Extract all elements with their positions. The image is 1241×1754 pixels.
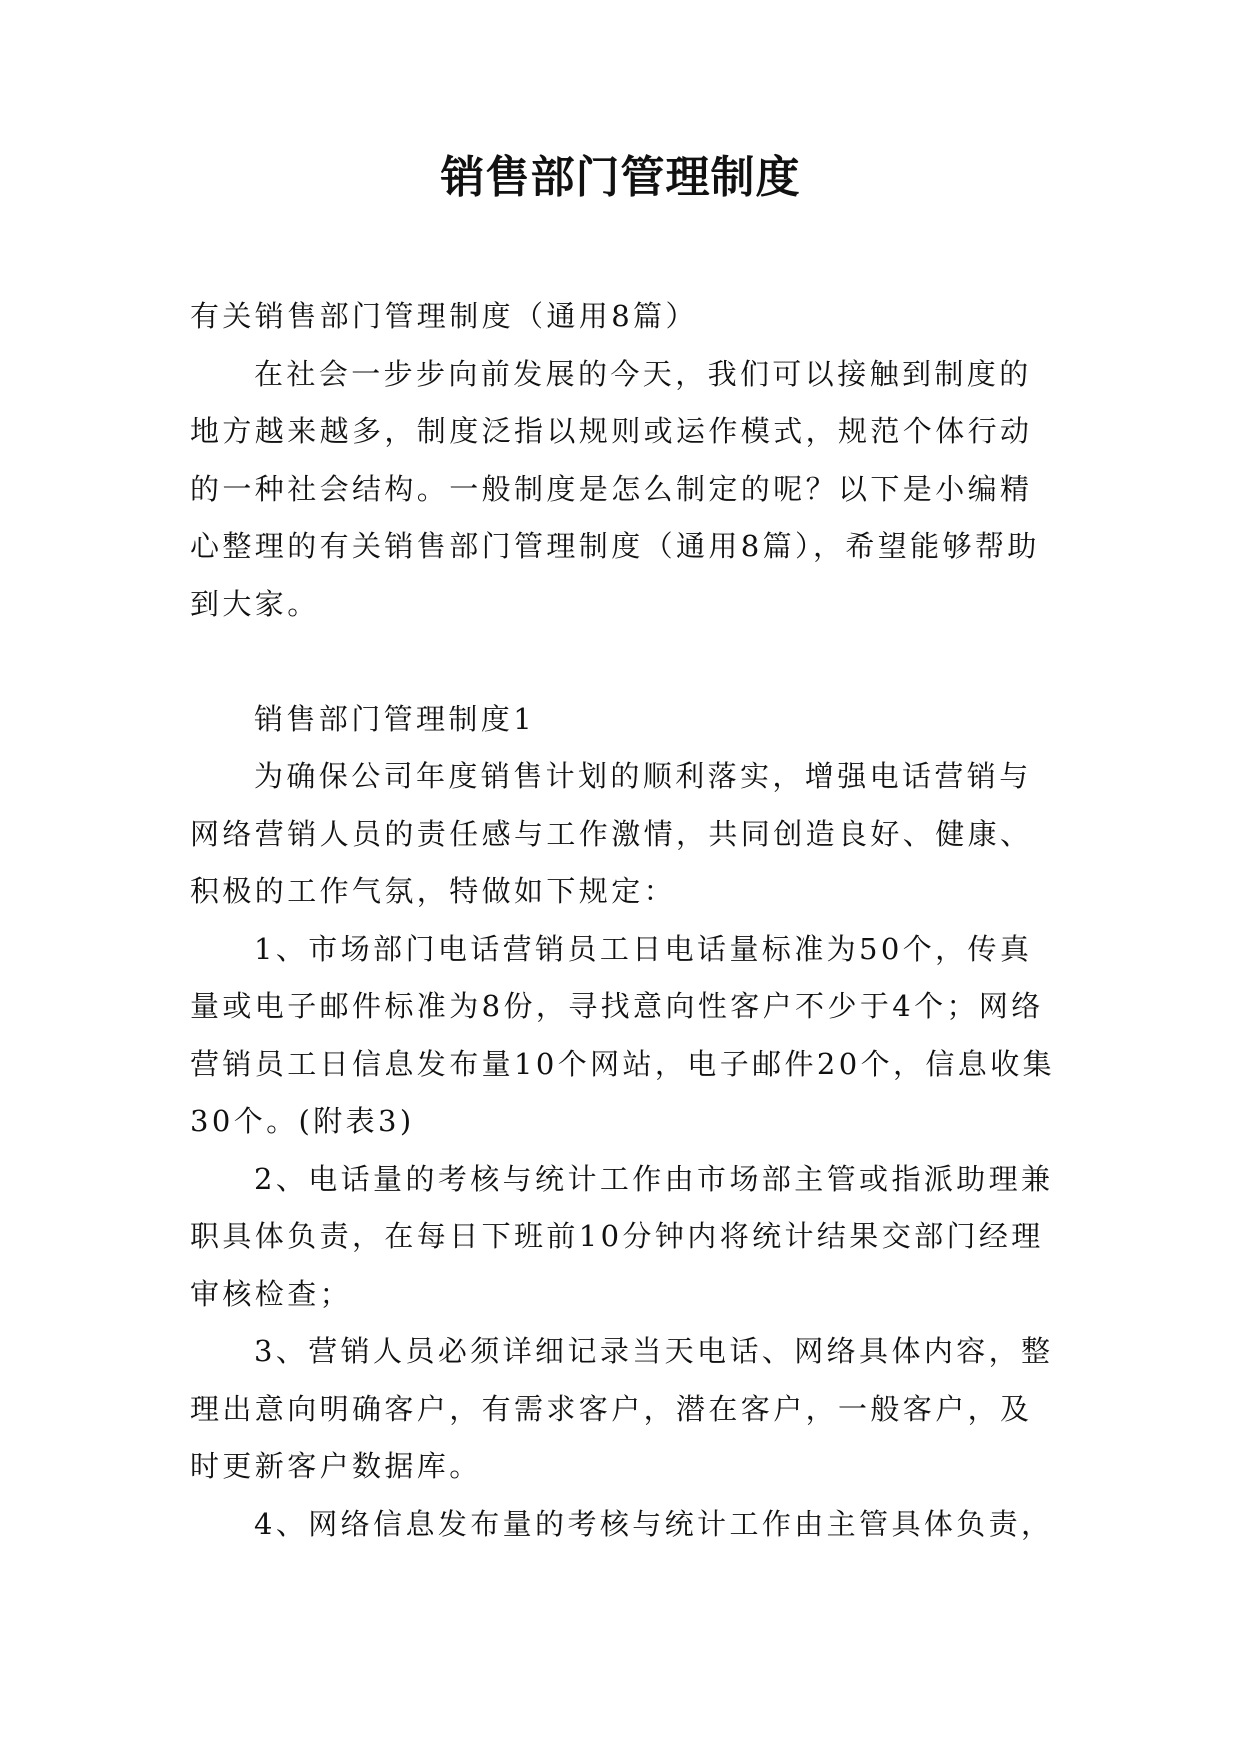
- list-item: 1、市场部门电话营销员工日电话量标准为50个，传真量或电子邮件标准为8份，寻找意向性客户不少于4个；网络营销员工日信息发布量10个网站，电子邮件20个，信息收集30个。(附表3): [190, 931, 1056, 1138]
- list-item: 2、电话量的考核与统计工作由市场部主管或指派助理兼职具体负责，在每日下班前10分钟内将统计结果交部门经理审核检查；: [190, 1161, 1054, 1311]
- document-subtitle: 有关销售部门管理制度（通用8篇）: [190, 299, 698, 333]
- list-item: 3、营销人员必须详细记录当天电话、网络具体内容，整理出意向明确客户，有需求客户，潜在客户，一般客户，及时更新客户数据库。: [190, 1334, 1054, 1483]
- section-intro-paragraph: 为确保公司年度销售计划的顺利落实，增强电话营销与网络营销人员的责任感与工作激情，共同创造良好、健康、积极的工作气氛，特做如下规定：: [190, 759, 1033, 908]
- paragraph-spacer: [190, 633, 1058, 691]
- list-item: 4、网络信息发布量的考核与统计工作由主管具体负责，: [254, 1506, 1054, 1541]
- intro-paragraph: 在社会一步步向前发展的今天，我们可以接触到制度的地方越来越多，制度泛指以规则或运作模式，规范个体行动的一种社会结构。一般制度是怎么制定的呢？以下是小编精心整理的有关销售部门管理制度（通用8篇），希望能够帮助到大家。: [190, 356, 1040, 621]
- document-title: 销售部门管理制度: [440, 152, 801, 203]
- document-body: [190, 288, 1058, 1553]
- section-heading: 销售部门管理制度1: [254, 701, 536, 736]
